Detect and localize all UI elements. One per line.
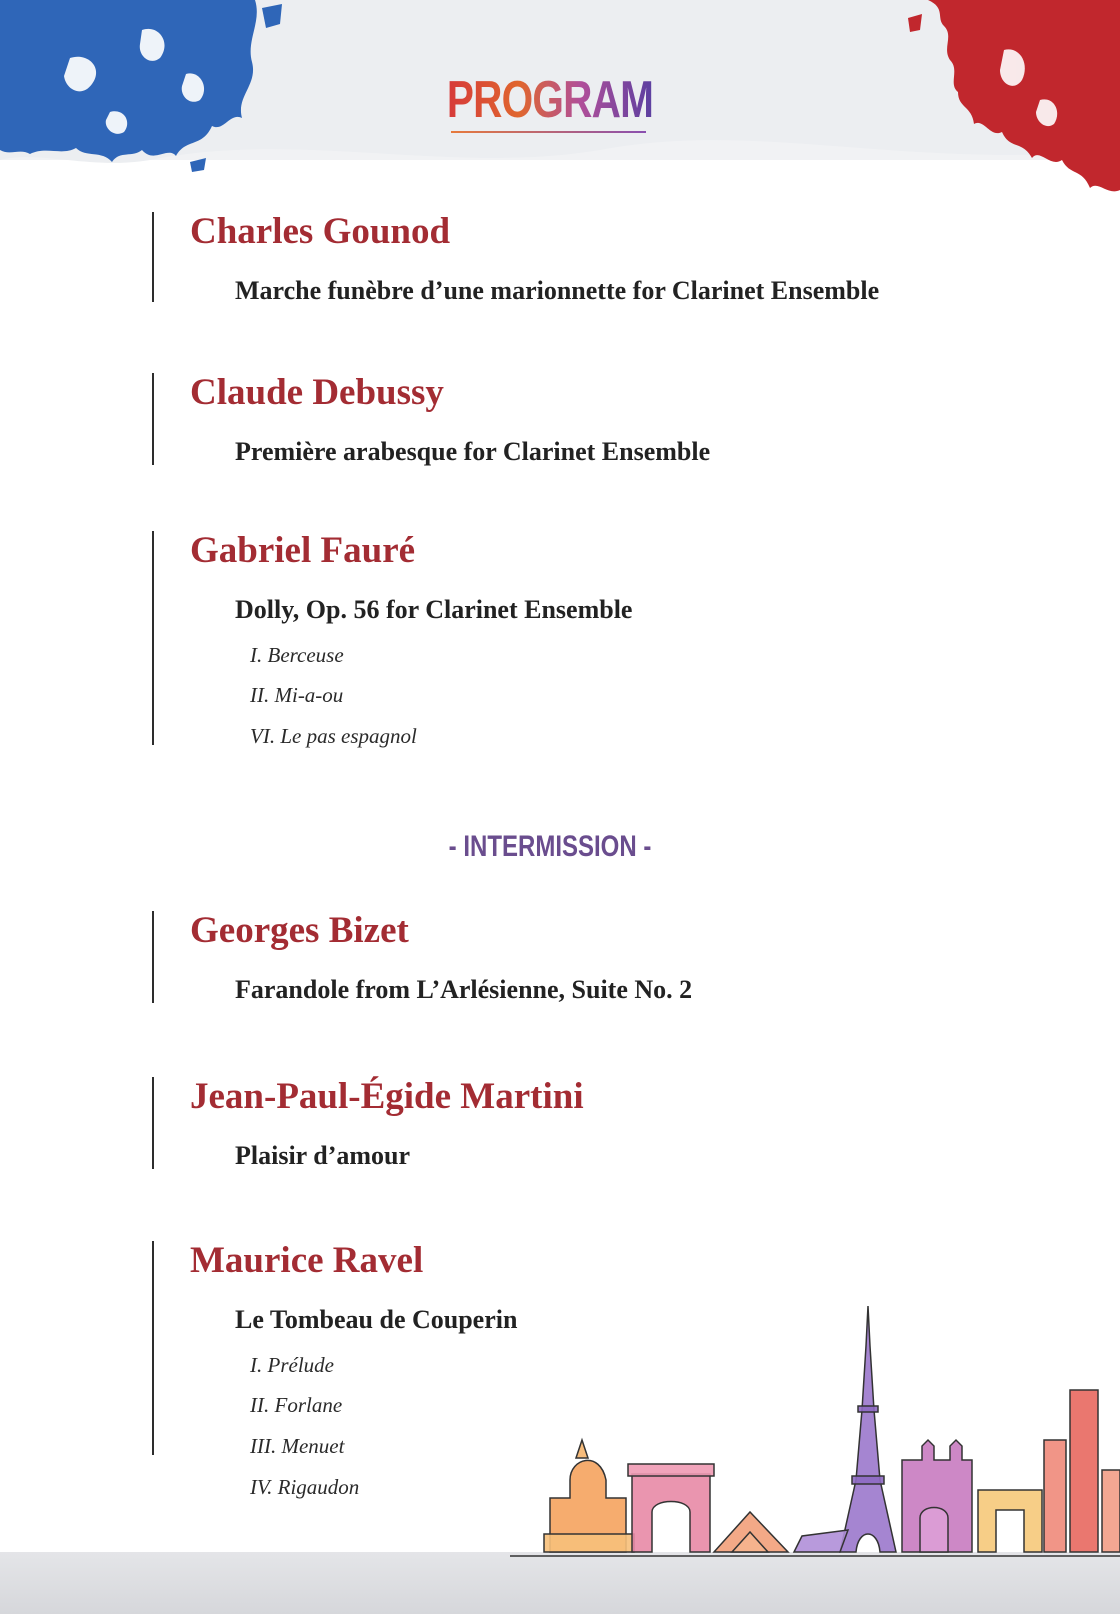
footer-band <box>0 1552 1120 1614</box>
intermission-label: - INTERMISSION - <box>448 830 652 863</box>
movement-item: VI. Le pas espagnol <box>250 724 417 748</box>
work-title: Le Tombeau de Couperin <box>235 1305 518 1334</box>
composer-name: Charles Gounod <box>190 211 451 252</box>
work-title: Première arabesque for Clarinet Ensemble <box>235 437 711 466</box>
modern-towers-icon <box>1044 1390 1120 1552</box>
title-underline <box>451 131 646 133</box>
sacre-coeur-icon <box>544 1440 634 1552</box>
arc-de-triomphe-icon <box>628 1464 714 1552</box>
paris-skyline-illustration <box>510 1290 1120 1560</box>
composer-name: Jean-Paul-Égide Martini <box>190 1076 584 1117</box>
movement-item: II. Mi-a-ou <box>250 683 344 707</box>
movement-item: I. Berceuse <box>250 643 344 667</box>
page-title: PROGRAM <box>446 71 654 129</box>
eiffel-tower-icon <box>794 1306 896 1552</box>
section-divider-bar <box>152 911 154 1003</box>
section-divider-bar <box>152 212 154 302</box>
work-title: Dolly, Op. 56 for Clarinet Ensemble <box>235 595 633 624</box>
movement-item: III. Menuet <box>250 1434 345 1458</box>
movement-item: IV. Rigaudon <box>250 1475 360 1499</box>
section-divider-bar <box>152 1077 154 1169</box>
section-divider-bar <box>152 531 154 745</box>
louvre-pyramid-icon <box>714 1512 788 1552</box>
composer-name: Maurice Ravel <box>190 1240 424 1281</box>
movement-item: II. Forlane <box>250 1393 343 1417</box>
movement-item: I. Prélude <box>250 1353 334 1377</box>
grande-arche-icon <box>978 1490 1042 1552</box>
section-divider-bar <box>152 1241 154 1455</box>
composer-name: Georges Bizet <box>190 910 409 951</box>
composer-name: Claude Debussy <box>190 372 444 413</box>
work-title: Plaisir d’amour <box>235 1141 411 1170</box>
composer-name: Gabriel Fauré <box>190 530 416 571</box>
section-divider-bar <box>152 373 154 465</box>
work-title: Farandole from L’Arlésienne, Suite No. 2 <box>235 975 693 1004</box>
notre-dame-icon <box>902 1440 972 1552</box>
work-title: Marche funèbre d’une marionnette for Clarinet Ensemble <box>235 276 880 305</box>
